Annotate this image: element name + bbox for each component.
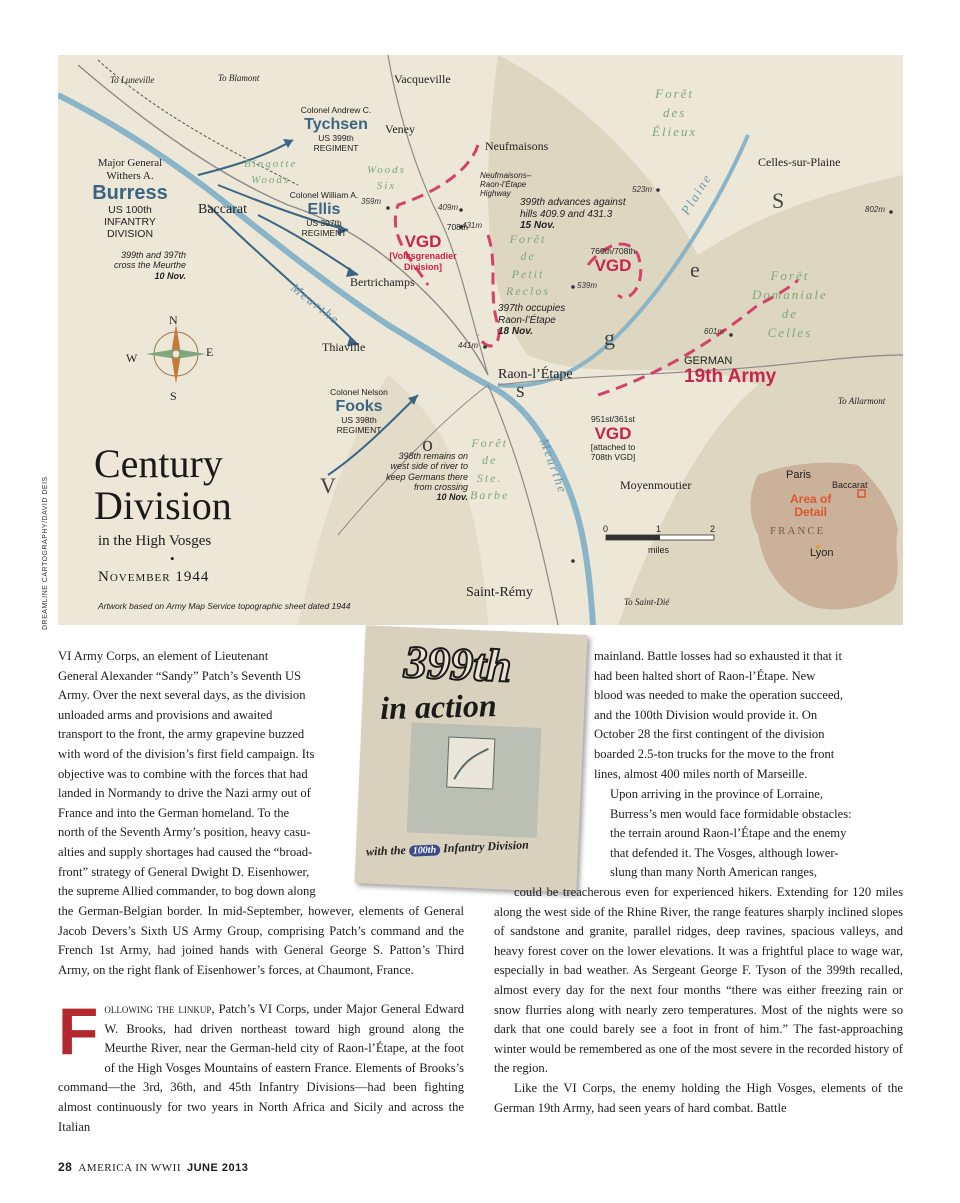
booklet-title-399th: 399th: [403, 636, 513, 692]
map-artwork-note: Artwork based on Army Map Service topographic sheet dated 1944: [98, 601, 351, 611]
town-celles-sur-plaine: Celles-sur-Plaine: [758, 155, 841, 169]
forest-domaniale-2: Domaniale: [752, 286, 828, 302]
fooks-rank: Colonel Nelson: [330, 387, 388, 397]
vgd-760th: [578, 247, 648, 275]
article-left-para2: [58, 994, 464, 1137]
map-subtitle-bullet: •: [170, 551, 175, 566]
forest-domaniale-4: Celles: [767, 324, 813, 340]
right-line-4: and the 100th Division would provide it. On: [594, 707, 818, 722]
note-398th-remains: [370, 451, 468, 503]
left-line-7: objective was to combine with the forces that had: [58, 766, 308, 781]
issue-date: JUNE 2013: [186, 1162, 249, 1174]
german-19th-army: [684, 355, 776, 387]
road-north: [388, 55, 488, 375]
map-subtitle: in the High Vosges: [98, 533, 212, 549]
road-label-blamont: To Blamont: [218, 73, 260, 83]
ellis-regiment: REGIMENT: [301, 227, 347, 238]
note-advance-1: 399th advances against: [520, 197, 626, 208]
vgd-708th-sub-1: [Volksgrenadier: [389, 250, 457, 261]
inset-area-2: Detail: [794, 505, 828, 519]
booklet-cover-image: [354, 625, 587, 892]
highway-label-2: Raon-l’Étape: [480, 180, 527, 190]
map-title-division: Division: [94, 483, 232, 528]
note-occupies-2: Raon-l’Étape: [498, 314, 556, 326]
right-line-3: blood was needed to make the operation succeed,: [594, 688, 843, 703]
note-397th-occupies: [498, 303, 565, 338]
left-line-12: front” strategy of General Dwight D. Eisenhower,: [58, 864, 310, 879]
inset-baccarat: Baccarat: [832, 480, 868, 490]
note-cross-meurthe: [102, 250, 186, 281]
ellis-name: Ellis: [307, 200, 341, 218]
forest-woods-six: [367, 163, 406, 195]
dropcap: F: [58, 994, 99, 1068]
left-line-13: the supreme Allied commander, to bog down along: [58, 884, 316, 899]
inset-area-1: Area of: [790, 492, 832, 506]
note-occupies-3: 18 Nov.: [498, 326, 534, 337]
town-saint-remy: Saint-Rémy: [466, 585, 533, 600]
forest-domaniale-1: Forêt: [770, 268, 810, 283]
town-bertrichamps: Bertrichamps: [350, 275, 415, 289]
elev-539: 539m: [577, 281, 598, 290]
left-line-2: General Alexander “Sandy” Patch’s Seventh US: [58, 668, 302, 683]
fooks-regiment: REGIMENT: [336, 424, 382, 435]
booklet-caption-post: Infantry Division: [442, 837, 529, 856]
right-line2-4: that defended it. The Vosges, although lower-: [610, 845, 839, 860]
tychsen-unit: US 399th: [318, 132, 354, 143]
tychsen-rank: Colonel Andrew C.: [300, 105, 372, 115]
forest-petit-reclos: [506, 231, 550, 301]
forest-woods-six-1: Woods: [367, 164, 406, 176]
elev-523: 523m: [632, 185, 653, 194]
left-line-8: landed in Normandy to drive the Nazi army out of: [58, 786, 311, 801]
forest-bingotte-1: Bingotte: [244, 158, 298, 170]
town-vacqueville: Vacqueville: [394, 72, 451, 86]
forest-ste-barbe: [470, 435, 509, 505]
commander-tychsen: [286, 106, 386, 153]
article-right-full: [494, 883, 903, 1118]
forest-reclos-4: Reclos: [506, 284, 550, 299]
vgd-951st-top: 951st/361st: [591, 414, 635, 424]
lead-in: ollowing the linkup,: [104, 1002, 215, 1016]
left-paragraph-end: the German-Belgian border. In mid-September, however, elements of General Jacob Devers’s Sixth US Army Group, comprising Patch’s command and the French 1st Army, had joined hands with General George S. Patton’s Third Army, on the right flank of Eisenhower’s forces, at Chaumont, France.: [58, 904, 464, 977]
vgd-951st: [580, 415, 646, 462]
article-left-lines: [58, 647, 352, 902]
road-label-luneville: To Luneville: [110, 75, 155, 85]
page-number: 28: [58, 1160, 73, 1174]
note-cross-1: 399th and 397th: [120, 250, 186, 260]
elev-409: 409m: [438, 203, 459, 212]
vosges-letter-e: e: [690, 257, 700, 282]
scale-tick-2: 2: [710, 524, 716, 534]
town-raon-l-etape: Raon-l’Étape: [498, 367, 573, 382]
vosges-letter-s2: S: [772, 188, 785, 213]
magazine-name: AMERICA IN WWII: [78, 1162, 181, 1174]
inset-lyon: Lyon: [810, 547, 834, 559]
right-line-2: had been halted short of Raon-l’Étape. New: [594, 668, 816, 683]
highway-label-3: Highway: [480, 189, 511, 199]
note-advance-2: hills 409.9 and 431.3: [520, 208, 613, 220]
burress-first-name: Withers A.: [106, 169, 154, 182]
inset-area-of-detail: [790, 493, 831, 519]
right-line-6: boarded 2.5-ton trucks for the move to the front: [594, 746, 835, 761]
forest-des-elieux: [652, 85, 697, 142]
article-right-lines2: [610, 785, 903, 883]
right-paragraph-3: Like the VI Corps, the enemy holding the High Vosges, elements of the German 19th Army, had seen years of hard combat. Battle: [494, 1080, 903, 1115]
page-footer: [58, 1160, 248, 1174]
burress-unit-2: INFANTRY: [104, 216, 156, 229]
note-remains-4: from crossing: [413, 482, 468, 493]
left-line-11: alties and supply shortages had caused the “broad-: [58, 844, 313, 859]
burress-unit-3: DIVISION: [106, 228, 154, 241]
vgd-708th-top: 708th: [446, 222, 468, 232]
left-line-1: VI Army Corps, an element of Lieutenant: [58, 649, 269, 663]
forest-reclos-3: Petit: [511, 266, 545, 281]
note-occupies-1: 397th occupies: [498, 303, 566, 314]
elev-601: 601m: [704, 327, 725, 336]
left-line-5: transport to the front, the army grapevine buzzed: [58, 727, 305, 742]
left-line-6: with word of the division’s first field campaign. Its: [58, 746, 315, 761]
right-line2-1: Upon arriving in the province of Lorraine,: [610, 787, 823, 801]
forest-bingotte-woods: [244, 157, 297, 189]
ellis-rank: Colonel William A.: [289, 190, 359, 200]
german-army-line1: GERMAN: [684, 355, 733, 367]
burress-unit-1: US 100th: [108, 204, 152, 217]
right-paragraph-full: could be treacherous even for experienced hikers. Extending for 120 miles along the west side of the Rhine River, the range features sharply inclined slopes of sandstone and granite, parallel ridges, deep ravines, spacious valleys, and heavy forest cover on the lower elevations. It was a frightful place to wage war, especially in bad weather. As Sergeant George F. Tyson of the 399th recalled, almost every day for the next four months “there was either freezing rain or snow flurries along with nearly zero temperatures. Most of the nights were so dark that one could barely see a foot in front of him.” The fast-approaching winter would be remembered as one of the most severe in the recorded history of the region.: [494, 885, 903, 1076]
vgd-760th-top: 760th/708th: [590, 246, 636, 256]
forest-barbe-4: Barbe: [470, 488, 510, 503]
forest-barbe-2: de: [482, 453, 498, 468]
compass-n: N: [169, 313, 178, 327]
tychsen-name: Tychsen: [304, 115, 368, 133]
forest-barbe-1: Forêt: [471, 436, 508, 450]
compass-rose: [146, 324, 206, 384]
commander-burress: [70, 157, 190, 240]
article-right-lines: [594, 647, 903, 784]
highway-label: [480, 171, 531, 199]
vosges-letter-o: o: [422, 431, 433, 456]
right-line-5: October 28 the first contingent of the division: [594, 727, 825, 742]
forest-bingotte-2: Woods: [251, 173, 291, 186]
vosges-letter-g: g: [604, 325, 615, 350]
vgd-708th-label: VGD: [404, 231, 442, 251]
elev-441: 441m: [458, 341, 479, 350]
road-label-allarmont: To Allarmont: [838, 396, 886, 406]
commander-fooks: [314, 388, 404, 435]
town-thiaville: Thiaville: [322, 340, 366, 354]
battle-map: [58, 55, 903, 625]
forest-reclos-1: Forêt: [509, 232, 547, 246]
town-neufmaisons: Neufmaisons: [485, 139, 549, 153]
vgd-708th: [378, 223, 468, 273]
compass-e: E: [206, 345, 214, 359]
vgd-951st-sub-2: 708th VGD]: [590, 451, 636, 462]
ellis-unit: US 397th: [306, 217, 342, 228]
note-advance-3: 15 Nov.: [520, 220, 556, 231]
river-label-meurthe: Meurthe: [288, 279, 344, 328]
town-moyenmoutier: Moyenmoutier: [620, 478, 692, 492]
vosges-letter-v: V: [320, 473, 336, 498]
forest-woods-six-2: Six: [376, 179, 397, 192]
compass-w: W: [126, 351, 138, 365]
right-line2-5: slung than many North American ranges,: [610, 865, 818, 880]
booklet-title-in-action: in action: [379, 687, 498, 727]
vgd-951st-sub-1: [attached to: [590, 441, 636, 452]
vgd-951st-label: VGD: [594, 423, 632, 443]
river-label-meurthe-south: Meurthe: [536, 436, 571, 496]
map-date: November 1944: [98, 569, 210, 585]
forest-reclos-2: de: [520, 249, 536, 264]
german-army-line2: 19th Army: [684, 366, 777, 387]
forest-elieux-1: Forêt: [655, 86, 695, 101]
booklet-caption-pre: with the: [365, 842, 407, 859]
compass-s: S: [170, 389, 177, 403]
scale-bar: [606, 535, 714, 540]
map-credit: DREAMLINE CARTOGRAPHY/DAVID DEIS: [42, 476, 49, 630]
vgd-708th-sub-2: Division]: [403, 261, 442, 272]
inset-france: FRANCE: [770, 525, 826, 537]
town-veney: Veney: [385, 122, 415, 136]
right-line2-3: the terrain around Raon-l’Étape and the enemy: [610, 826, 847, 841]
forest-domaniale-de-celles: [752, 267, 828, 342]
vosges-letter-s: s: [516, 377, 525, 402]
article-left-full: [58, 902, 464, 980]
vgd-760th-label: VGD: [594, 255, 632, 275]
left-line-9: France and into the German homeland. To the: [58, 805, 290, 820]
note-cross-3: 10 Nov.: [154, 270, 186, 281]
elev-802: 802m: [865, 205, 886, 214]
note-399th-advances: [520, 197, 626, 232]
road-label-saint-die: To Saint-Dié: [624, 597, 670, 607]
right-line-1: mainland. Battle losses had so exhausted it that it: [594, 649, 842, 663]
tychsen-regiment: REGIMENT: [313, 142, 359, 153]
scale-tick-0: 0: [603, 524, 609, 534]
note-remains-5: 10 Nov.: [436, 492, 468, 503]
note-remains-2: west side of river to: [390, 461, 468, 472]
burress-name: Burress: [92, 182, 168, 205]
para2-text: Patch’s VI Corps, under Major General Edward W. Brooks, had driven northeast toward high ground along the Meurthe River, near the German-held city of Raon-l’Étape, at the foot of the High Vosges Mountains of eastern France. Elements of Brooks’s command—the 3rd, 36th, and 45th Infantry Divisions—had been fighting almost continuously for two years in North Africa and Sicily and across the Italian: [58, 1002, 464, 1134]
left-line-3: Army. Over the next several days, as the division: [58, 688, 306, 703]
forest-elieux-3: Élieux: [652, 123, 698, 139]
note-cross-2: cross the Meurthe: [113, 260, 186, 271]
right-line-7: lines, almost 400 miles north of Marseille.: [594, 766, 808, 781]
fooks-unit: US 398th: [341, 414, 377, 425]
elev-359: 359m: [361, 197, 382, 206]
scale-tick-1: 1: [656, 524, 662, 534]
note-remains-1: 398th remains on: [398, 451, 468, 461]
forest-domaniale-3: de: [781, 305, 799, 321]
town-baccarat: Baccarat: [198, 202, 247, 217]
burress-rank: Major General: [97, 157, 163, 169]
elev-431: 431m: [462, 221, 483, 230]
highway-label-1: Neufmaisons–: [480, 171, 532, 180]
fooks-name: Fooks: [335, 397, 383, 415]
booklet-badge-100th: 100th: [409, 844, 441, 856]
note-remains-3: keep Germans there: [385, 471, 468, 482]
left-paragraph-2: [58, 994, 464, 1137]
left-line-10: north of the Seventh Army’s position, heavy casu-: [58, 825, 311, 840]
forest-elieux-2: des: [662, 104, 687, 120]
inset-paris: Paris: [786, 469, 812, 481]
forest-barbe-3: Ste.: [476, 470, 503, 485]
left-line-4: unloaded arms and provisions and awaited: [58, 707, 273, 722]
right-line2-2: Burress’s men would face formidable obstacles:: [610, 806, 852, 821]
map-title-century: Century: [94, 441, 223, 486]
scale-unit: miles: [648, 545, 670, 555]
river-label-plaine: Plaine: [677, 170, 715, 218]
